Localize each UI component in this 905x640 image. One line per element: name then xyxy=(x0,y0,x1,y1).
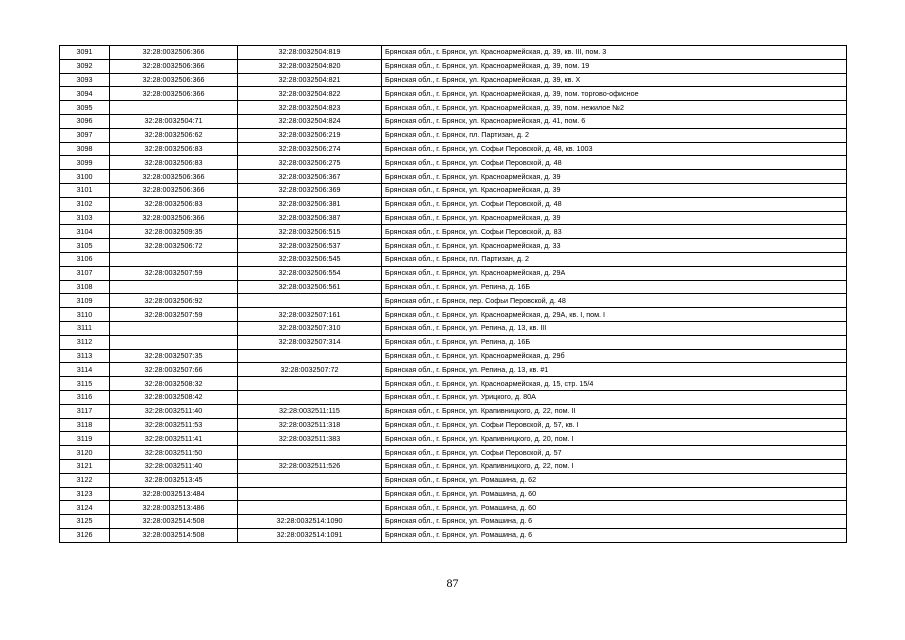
table-row xyxy=(60,501,847,515)
row-number-cell: 3119 xyxy=(60,432,110,446)
row-number-cell: 3104 xyxy=(60,225,110,239)
table-row xyxy=(60,128,847,142)
table-row xyxy=(60,446,847,460)
table-row xyxy=(60,528,847,542)
object-number-cell: 32:28:0032506:515 xyxy=(238,225,382,239)
address-cell: Брянская обл., г. Брянск, ул. Красноармейская, д. 15, стр. 15/4 xyxy=(382,377,847,391)
object-number-cell xyxy=(238,294,382,308)
table-row xyxy=(60,321,847,335)
object-number-cell: 32:28:0032511:115 xyxy=(238,404,382,418)
parcel-number-cell xyxy=(110,321,238,335)
table-row xyxy=(60,46,847,60)
table-row xyxy=(60,239,847,253)
table-row xyxy=(60,335,847,349)
parcel-number-cell: 32:28:0032514:508 xyxy=(110,515,238,529)
row-number-cell: 3107 xyxy=(60,266,110,280)
row-number-cell: 3125 xyxy=(60,515,110,529)
table-row xyxy=(60,73,847,87)
parcel-number-cell: 32:28:0032506:83 xyxy=(110,142,238,156)
table-row xyxy=(60,294,847,308)
object-number-cell: 32:28:0032511:383 xyxy=(238,432,382,446)
object-number-cell: 32:28:0032504:823 xyxy=(238,101,382,115)
object-number-cell: 32:28:0032514:1091 xyxy=(238,528,382,542)
object-number-cell xyxy=(238,487,382,501)
object-number-cell: 32:28:0032504:822 xyxy=(238,87,382,101)
address-cell: Брянская обл., г. Брянск, ул. Красноармейская, д. 39 xyxy=(382,170,847,184)
object-number-cell: 32:28:0032506:545 xyxy=(238,252,382,266)
parcel-number-cell: 32:28:0032514:508 xyxy=(110,528,238,542)
object-number-cell: 32:28:0032507:310 xyxy=(238,321,382,335)
table-row xyxy=(60,142,847,156)
parcel-number-cell: 32:28:0032506:366 xyxy=(110,183,238,197)
parcel-number-cell xyxy=(110,101,238,115)
row-number-cell: 3092 xyxy=(60,59,110,73)
row-number-cell: 3114 xyxy=(60,363,110,377)
table-body xyxy=(60,46,847,543)
address-cell: Брянская обл., г. Брянск, пл. Партизан, д. 2 xyxy=(382,128,847,142)
parcel-number-cell: 32:28:0032506:366 xyxy=(110,211,238,225)
row-number-cell: 3113 xyxy=(60,349,110,363)
row-number-cell: 3103 xyxy=(60,211,110,225)
object-number-cell xyxy=(238,349,382,363)
row-number-cell: 3108 xyxy=(60,280,110,294)
row-number-cell: 3100 xyxy=(60,170,110,184)
table-row xyxy=(60,225,847,239)
object-number-cell: 32:28:0032506:275 xyxy=(238,156,382,170)
object-number-cell xyxy=(238,473,382,487)
parcel-number-cell: 32:28:0032506:366 xyxy=(110,87,238,101)
row-number-cell: 3123 xyxy=(60,487,110,501)
address-cell: Брянская обл., г. Брянск, ул. Репина, д. 13, кв. #1 xyxy=(382,363,847,377)
object-number-cell: 32:28:0032506:219 xyxy=(238,128,382,142)
parcel-number-cell: 32:28:0032506:366 xyxy=(110,59,238,73)
address-cell: Брянская обл., г. Брянск, ул. Софьи Перовской, д. 48, кв. 1003 xyxy=(382,142,847,156)
row-number-cell: 3115 xyxy=(60,377,110,391)
address-cell: Брянская обл., г. Брянск, ул. Красноармейская, д. 41, пом. 6 xyxy=(382,114,847,128)
parcel-number-cell: 32:28:0032511:53 xyxy=(110,418,238,432)
address-cell: Брянская обл., г. Брянск, ул. Ромашина, д. 60 xyxy=(382,501,847,515)
object-number-cell: 32:28:0032504:824 xyxy=(238,114,382,128)
parcel-number-cell: 32:28:0032506:366 xyxy=(110,73,238,87)
parcel-number-cell: 32:28:0032507:59 xyxy=(110,308,238,322)
table-row xyxy=(60,418,847,432)
table-row xyxy=(60,252,847,266)
row-number-cell: 3124 xyxy=(60,501,110,515)
address-cell: Брянская обл., г. Брянск, ул. Софьи Перовской, д. 57, кв. I xyxy=(382,418,847,432)
table-row xyxy=(60,266,847,280)
address-cell: Брянская обл., г. Брянск, пл. Партизан, д. 2 xyxy=(382,252,847,266)
parcel-number-cell: 32:28:0032504:71 xyxy=(110,114,238,128)
parcel-number-cell: 32:28:0032511:50 xyxy=(110,446,238,460)
row-number-cell: 3118 xyxy=(60,418,110,432)
address-cell: Брянская обл., г. Брянск, ул. Крапивницкого, д. 22, пом. I xyxy=(382,459,847,473)
table-row xyxy=(60,183,847,197)
row-number-cell: 3094 xyxy=(60,87,110,101)
row-number-cell: 3096 xyxy=(60,114,110,128)
object-number-cell: 32:28:0032507:72 xyxy=(238,363,382,377)
row-number-cell: 3093 xyxy=(60,73,110,87)
page-number: 87 xyxy=(446,576,459,590)
table-row xyxy=(60,114,847,128)
table-row xyxy=(60,308,847,322)
parcel-number-cell: 32:28:0032513:484 xyxy=(110,487,238,501)
row-number-cell: 3120 xyxy=(60,446,110,460)
table-row xyxy=(60,101,847,115)
object-number-cell: 32:28:0032506:561 xyxy=(238,280,382,294)
table-row xyxy=(60,377,847,391)
table-row xyxy=(60,211,847,225)
address-cell: Брянская обл., г. Брянск, ул. Красноармейская, д. 39, пом. нежилое №2 xyxy=(382,101,847,115)
address-cell: Брянская обл., г. Брянск, ул. Ромашина, д. 6 xyxy=(382,515,847,529)
parcel-number-cell: 32:28:0032507:66 xyxy=(110,363,238,377)
address-cell: Брянская обл., г. Брянск, ул. Репина, д. 16Б xyxy=(382,280,847,294)
address-cell: Брянская обл., г. Брянск, ул. Софьи Перовской, д. 48 xyxy=(382,197,847,211)
table-row xyxy=(60,156,847,170)
address-cell: Брянская обл., г. Брянск, ул. Ромашина, д. 62 xyxy=(382,473,847,487)
table-row xyxy=(60,59,847,73)
row-number-cell: 3110 xyxy=(60,308,110,322)
row-number-cell: 3102 xyxy=(60,197,110,211)
row-number-cell: 3101 xyxy=(60,183,110,197)
address-cell: Брянская обл., г. Брянск, ул. Красноармейская, д. 39, кв. X xyxy=(382,73,847,87)
cadastral-table xyxy=(59,45,847,543)
address-cell: Брянская обл., г. Брянск, ул. Ромашина, д. 60 xyxy=(382,487,847,501)
object-number-cell: 32:28:0032506:369 xyxy=(238,183,382,197)
parcel-number-cell: 32:28:0032509:35 xyxy=(110,225,238,239)
table-row xyxy=(60,432,847,446)
row-number-cell: 3121 xyxy=(60,459,110,473)
row-number-cell: 3117 xyxy=(60,404,110,418)
object-number-cell: 32:28:0032506:554 xyxy=(238,266,382,280)
table-row xyxy=(60,349,847,363)
parcel-number-cell: 32:28:0032507:35 xyxy=(110,349,238,363)
object-number-cell xyxy=(238,501,382,515)
object-number-cell: 32:28:0032506:387 xyxy=(238,211,382,225)
table-row xyxy=(60,487,847,501)
parcel-number-cell: 32:28:0032513:486 xyxy=(110,501,238,515)
table-row xyxy=(60,459,847,473)
row-number-cell: 3109 xyxy=(60,294,110,308)
object-number-cell: 32:28:0032506:367 xyxy=(238,170,382,184)
address-cell: Брянская обл., г. Брянск, ул. Софьи Перовской, д. 57 xyxy=(382,446,847,460)
row-number-cell: 3111 xyxy=(60,321,110,335)
address-cell: Брянская обл., г. Брянск, ул. Красноармейская, д. 33 xyxy=(382,239,847,253)
object-number-cell: 32:28:0032504:819 xyxy=(238,46,382,60)
row-number-cell: 3095 xyxy=(60,101,110,115)
table-row xyxy=(60,473,847,487)
object-number-cell xyxy=(238,377,382,391)
parcel-number-cell: 32:28:0032506:83 xyxy=(110,156,238,170)
address-cell: Брянская обл., г. Брянск, ул. Урицкого, д. 80А xyxy=(382,390,847,404)
object-number-cell xyxy=(238,446,382,460)
row-number-cell: 3122 xyxy=(60,473,110,487)
parcel-number-cell: 32:28:0032508:42 xyxy=(110,390,238,404)
address-cell: Брянская обл., г. Брянск, ул. Красноармейская, д. 39, пом. торгово-офисное xyxy=(382,87,847,101)
parcel-number-cell: 32:28:0032507:59 xyxy=(110,266,238,280)
address-cell: Брянская обл., г. Брянск, пер. Софьи Перовской, д. 48 xyxy=(382,294,847,308)
address-cell: Брянская обл., г. Брянск, ул. Крапивницкого, д. 22, пом. II xyxy=(382,404,847,418)
address-cell: Брянская обл., г. Брянск, ул. Репина, д. 13, кв. III xyxy=(382,321,847,335)
parcel-number-cell: 32:28:0032511:40 xyxy=(110,404,238,418)
parcel-number-cell: 32:28:0032513:45 xyxy=(110,473,238,487)
row-number-cell: 3116 xyxy=(60,390,110,404)
row-number-cell: 3126 xyxy=(60,528,110,542)
address-cell: Брянская обл., г. Брянск, ул. Красноармейская, д. 39, кв. III, пом. 3 xyxy=(382,46,847,60)
object-number-cell: 32:28:0032504:820 xyxy=(238,59,382,73)
parcel-number-cell xyxy=(110,252,238,266)
address-cell: Брянская обл., г. Брянск, ул. Красноармейская, д. 39, пом. 19 xyxy=(382,59,847,73)
object-number-cell: 32:28:0032511:526 xyxy=(238,459,382,473)
row-number-cell: 3098 xyxy=(60,142,110,156)
parcel-number-cell: 32:28:0032506:83 xyxy=(110,197,238,211)
address-cell: Брянская обл., г. Брянск, ул. Репина, д. 16Б xyxy=(382,335,847,349)
address-cell: Брянская обл., г. Брянск, ул. Красноармейская, д. 39 xyxy=(382,183,847,197)
address-cell: Брянская обл., г. Брянск, ул. Крапивницкого, д. 20, пом. I xyxy=(382,432,847,446)
parcel-number-cell: 32:28:0032506:366 xyxy=(110,170,238,184)
object-number-cell: 32:28:0032507:161 xyxy=(238,308,382,322)
table-row xyxy=(60,280,847,294)
address-cell: Брянская обл., г. Брянск, ул. Ромашина, д. 6 xyxy=(382,528,847,542)
parcel-number-cell: 32:28:0032506:62 xyxy=(110,128,238,142)
object-number-cell: 32:28:0032506:537 xyxy=(238,239,382,253)
table-row xyxy=(60,170,847,184)
object-number-cell: 32:28:0032507:314 xyxy=(238,335,382,349)
row-number-cell: 3097 xyxy=(60,128,110,142)
row-number-cell: 3106 xyxy=(60,252,110,266)
address-cell: Брянская обл., г. Брянск, ул. Красноармейская, д. 29А, кв. I, пом. I xyxy=(382,308,847,322)
address-cell: Брянская обл., г. Брянск, ул. Красноармейская, д. 29А xyxy=(382,266,847,280)
row-number-cell: 3112 xyxy=(60,335,110,349)
table-row xyxy=(60,363,847,377)
object-number-cell xyxy=(238,390,382,404)
object-number-cell: 32:28:0032506:274 xyxy=(238,142,382,156)
parcel-number-cell: 32:28:0032506:366 xyxy=(110,46,238,60)
parcel-number-cell: 32:28:0032511:40 xyxy=(110,459,238,473)
object-number-cell: 32:28:0032514:1090 xyxy=(238,515,382,529)
address-cell: Брянская обл., г. Брянск, ул. Красноармейская, д. 29б xyxy=(382,349,847,363)
parcel-number-cell xyxy=(110,280,238,294)
parcel-number-cell: 32:28:0032506:72 xyxy=(110,239,238,253)
parcel-number-cell xyxy=(110,335,238,349)
row-number-cell: 3099 xyxy=(60,156,110,170)
address-cell: Брянская обл., г. Брянск, ул. Красноармейская, д. 39 xyxy=(382,211,847,225)
address-cell: Брянская обл., г. Брянск, ул. Софьи Перовской, д. 48 xyxy=(382,156,847,170)
object-number-cell: 32:28:0032511:318 xyxy=(238,418,382,432)
parcel-number-cell: 32:28:0032506:92 xyxy=(110,294,238,308)
table-row xyxy=(60,515,847,529)
table-row xyxy=(60,87,847,101)
table-row xyxy=(60,197,847,211)
object-number-cell: 32:28:0032504:821 xyxy=(238,73,382,87)
row-number-cell: 3091 xyxy=(60,46,110,60)
table-row xyxy=(60,390,847,404)
row-number-cell: 3105 xyxy=(60,239,110,253)
object-number-cell: 32:28:0032506:381 xyxy=(238,197,382,211)
address-cell: Брянская обл., г. Брянск, ул. Софьи Перовской, д. 83 xyxy=(382,225,847,239)
parcel-number-cell: 32:28:0032508:32 xyxy=(110,377,238,391)
table-row xyxy=(60,404,847,418)
parcel-number-cell: 32:28:0032511:41 xyxy=(110,432,238,446)
